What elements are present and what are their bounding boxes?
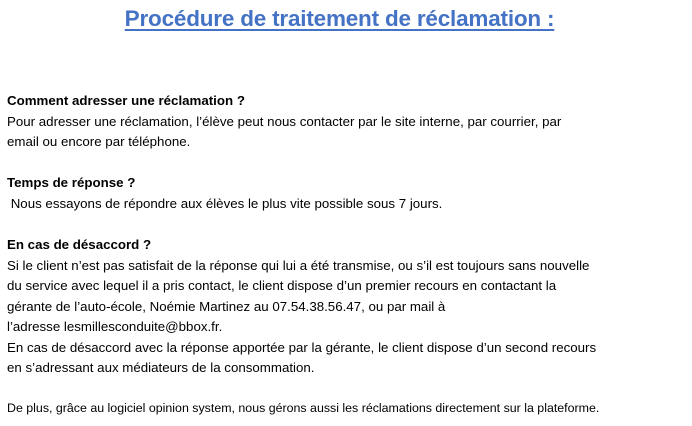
section-heading: Comment adresser une réclamation ? [7,93,245,108]
paragraph-line: l’adresse lesmillesconduite@bbox.fr. [7,319,223,334]
paragraph-line: email ou encore par téléphone. [7,134,191,149]
page-title: Procédure de traitement de réclamation : [124,6,555,31]
paragraph-line: du service avec lequel il a pris contact, le client dispose d’un premier recours en contactant la [7,278,557,293]
paragraph-line: Si le client n’est pas satisfait de la réponse qui lui a été transmise, ou s’il est toujours sans nouvelle [7,257,590,273]
section-disagreement [7,235,687,379]
paragraph-line: gérante de l’auto-école, Noémie Martinez au 07.54.38.56.47, ou par mail à [7,298,446,314]
section-heading: En cas de désaccord ? [7,237,152,252]
paragraph-line: Pour adresser une réclamation, l’élève peut nous contacter par le site interne, par courrier, par [7,113,562,129]
paragraph-line: Nous essayons de répondre aux élèves le plus vite possible sous 7 jours. [7,195,443,211]
section-response-time [7,173,687,214]
paragraph-line: En cas de désaccord avec la réponse apportée par la gérante, le client dispose d’un second recours [7,339,597,355]
section-how-to-complain [7,91,687,153]
section-heading: Temps de réponse ? [7,175,136,190]
footer-note: De plus, grâce au logiciel opinion system, nous gérons aussi les réclamations directement sur la plateforme. [7,401,600,415]
paragraph-line: en s’adressant aux médiateurs de la consommation. [7,360,315,375]
